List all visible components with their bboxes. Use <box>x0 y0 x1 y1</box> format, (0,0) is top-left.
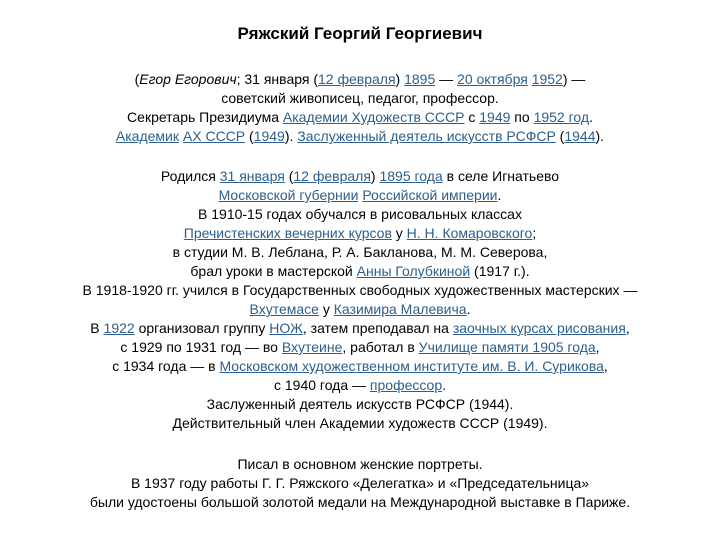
alt-name: Егор Егорович <box>139 71 237 87</box>
link-ah-ussr[interactable]: АХ СССР <box>182 128 246 144</box>
bio-line-9: В 1922 организовал группу НОЖ, затем преподавал на заочных курсах рисования, <box>90 320 630 336</box>
bio-line-8: Вхутемасе у Казимира Малевича. <box>249 301 471 317</box>
intro-line-1: (Егор Егорович; 31 января (12 февраля) 1895 — 20 октября 1952) — <box>134 71 586 87</box>
link-1895[interactable]: 1895 <box>404 71 436 87</box>
link-correspondence-courses[interactable]: заочных курсах рисования <box>452 320 626 336</box>
portraits-line-1: Писал в основном женские портреты. <box>237 456 483 472</box>
link-1952-year[interactable]: 1952 год <box>533 109 590 125</box>
link-31-january[interactable]: 31 января <box>219 168 285 184</box>
portraits-line-2: В 1937 году работы Г. Г. Ряжского «Делегатка» и «Председательница» <box>130 475 590 491</box>
page-title: Ряжский Георгий Георгиевич <box>237 24 483 43</box>
link-1922[interactable]: 1922 <box>103 320 135 336</box>
link-vkhutemas[interactable]: Вхутемасе <box>249 301 319 317</box>
bio-line-11: с 1934 года — в Московском художественном институте им. В. И. Сурикова, <box>112 358 608 374</box>
link-nozh[interactable]: НОЖ <box>269 320 303 336</box>
bio-line-12: с 1940 года — профессор. <box>273 377 446 393</box>
bio-line-3: В 1910-15 годах обучался в рисовальных классах <box>198 206 522 222</box>
portraits-line-3: были удостоены большой золотой медали на Международной выставке в Париже. <box>89 494 631 510</box>
link-12-february-bio[interactable]: 12 февраля <box>293 168 371 184</box>
intro-line-3: Секретарь Президиума Академии Художеств СССР с 1949 по 1952 год. <box>127 109 593 125</box>
link-professor[interactable]: профессор <box>369 377 443 393</box>
link-komarovsky[interactable]: Н. Н. Комаровского <box>406 225 533 241</box>
link-school-1905[interactable]: Училище памяти 1905 года <box>418 339 596 355</box>
link-1949-academician[interactable]: 1949 <box>253 128 285 144</box>
intro-line-2: советский живописец, педагог, профессор. <box>221 90 499 106</box>
link-honored-artist[interactable]: Заслуженный деятель искусств РСФСР <box>297 128 556 144</box>
link-prechistenka-courses[interactable]: Пречистенских вечерних курсов <box>183 225 392 241</box>
link-12-february[interactable]: 12 февраля <box>318 71 396 87</box>
bio-line-14: Действительный член Академии художеств СССР (1949). <box>172 415 548 431</box>
link-malevich[interactable]: Казимира Малевича <box>333 301 467 317</box>
bio-line-10: с 1929 по 1931 год — во Вхутеине, работал в Училище памяти 1905 года, <box>120 339 600 355</box>
link-vkhutein[interactable]: Вхутеине <box>281 339 343 355</box>
bio-line-2: Московской губернии Российской империи. <box>218 187 502 203</box>
bio-line-5: в студии М. В. Леблана, Р. А. Бакланова, М. М. Северова, <box>172 244 548 260</box>
link-moscow-governorate[interactable]: Московской губернии <box>218 187 359 203</box>
intro-paragraph <box>0 70 720 146</box>
link-1952[interactable]: 1952 <box>531 71 563 87</box>
bio-line-13: Заслуженный деятель искусств РСФСР (1944). <box>206 396 514 412</box>
bio-line-7: В 1918-1920 гг. учился в Государственных свободных художественных мастерских — <box>82 282 638 298</box>
link-20-october[interactable]: 20 октября <box>457 71 528 87</box>
link-academician[interactable]: Академик <box>115 128 179 144</box>
portraits-paragraph <box>0 455 720 512</box>
link-1944[interactable]: 1944 <box>564 128 596 144</box>
link-surikov-institute[interactable]: Московском художественном институте им. В. И. Сурикова <box>219 358 604 374</box>
link-1949[interactable]: 1949 <box>479 109 511 125</box>
intro-line-4: Академик АХ СССР (1949). Заслуженный деятель искусств РСФСР (1944). <box>115 128 605 144</box>
link-golubkina[interactable]: Анны Голубкиной <box>356 263 471 279</box>
link-1895-year[interactable]: 1895 года <box>379 168 443 184</box>
bio-line-6: брал уроки в мастерской Анны Голубкиной (1917 г.). <box>190 263 530 279</box>
biography-paragraph <box>0 167 720 433</box>
bio-line-1: Родился 31 января (12 февраля) 1895 года в селе Игнатьево <box>160 168 560 184</box>
link-academy-of-arts[interactable]: Академии Художеств СССР <box>282 109 465 125</box>
link-russian-empire[interactable]: Российской империи <box>362 187 498 203</box>
bio-line-4: Пречистенских вечерних курсов у Н. Н. Комаровского; <box>183 225 537 241</box>
